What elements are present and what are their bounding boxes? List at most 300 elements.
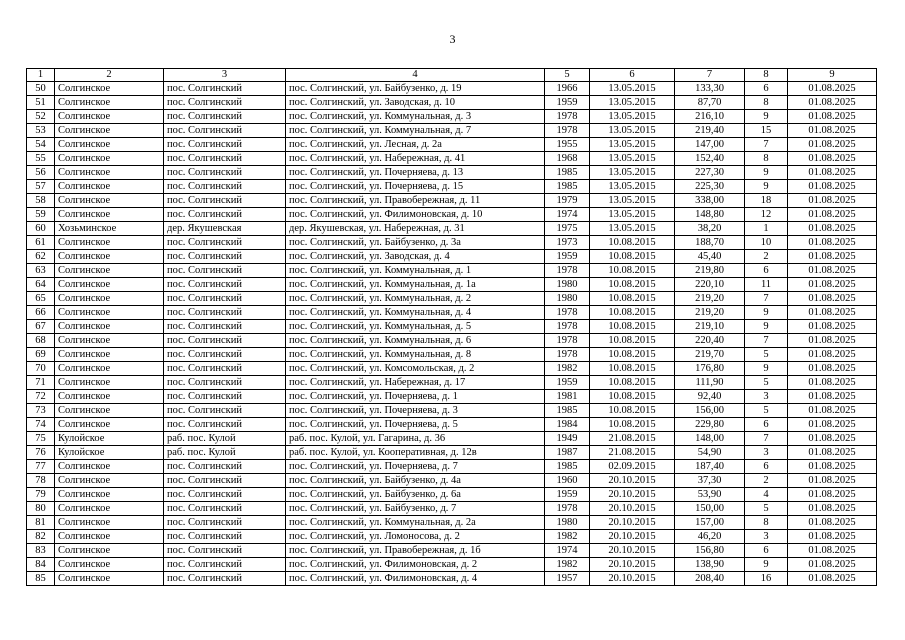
- cell-area: 147,00: [675, 138, 745, 152]
- cell-settlement: Кулойское: [55, 446, 164, 460]
- cell-year-built: 1978: [545, 334, 590, 348]
- cell-address: пос. Солгинский, ул. Набережная, д. 17: [286, 376, 545, 390]
- cell-area: 148,80: [675, 208, 745, 222]
- cell-area: 38,20: [675, 222, 745, 236]
- cell-recognition-date: 13.05.2015: [590, 138, 675, 152]
- cell-locality: пос. Солгинский: [164, 152, 286, 166]
- cell-recognition-date: 20.10.2015: [590, 544, 675, 558]
- cell-area: 156,00: [675, 404, 745, 418]
- table-row: [27, 208, 877, 222]
- table-row: [27, 180, 877, 194]
- cell-residents: 6: [745, 460, 788, 474]
- cell-recognition-date: 13.05.2015: [590, 82, 675, 96]
- cell-settlement: Солгинское: [55, 96, 164, 110]
- cell-deadline: 01.08.2025: [788, 250, 877, 264]
- cell-locality: раб. пос. Кулой: [164, 432, 286, 446]
- cell-row-number: 76: [27, 446, 55, 460]
- table-row: [27, 390, 877, 404]
- cell-residents: 6: [745, 544, 788, 558]
- cell-deadline: 01.08.2025: [788, 82, 877, 96]
- column-header-6: 6: [590, 69, 675, 82]
- cell-settlement: Солгинское: [55, 292, 164, 306]
- cell-locality: пос. Солгинский: [164, 362, 286, 376]
- cell-recognition-date: 10.08.2015: [590, 236, 675, 250]
- cell-residents: 5: [745, 348, 788, 362]
- cell-settlement: Солгинское: [55, 124, 164, 138]
- cell-settlement: Солгинское: [55, 166, 164, 180]
- column-header-3: 3: [164, 69, 286, 82]
- table-row: [27, 558, 877, 572]
- cell-area: 225,30: [675, 180, 745, 194]
- cell-year-built: 1959: [545, 376, 590, 390]
- cell-row-number: 74: [27, 418, 55, 432]
- cell-recognition-date: 10.08.2015: [590, 320, 675, 334]
- cell-deadline: 01.08.2025: [788, 194, 877, 208]
- cell-deadline: 01.08.2025: [788, 362, 877, 376]
- table-row: [27, 110, 877, 124]
- cell-locality: пос. Солгинский: [164, 194, 286, 208]
- table-row: [27, 222, 877, 236]
- cell-recognition-date: 20.10.2015: [590, 474, 675, 488]
- cell-locality: пос. Солгинский: [164, 208, 286, 222]
- cell-locality: пос. Солгинский: [164, 110, 286, 124]
- cell-year-built: 1959: [545, 250, 590, 264]
- cell-row-number: 57: [27, 180, 55, 194]
- table-row: [27, 460, 877, 474]
- cell-area: 46,20: [675, 530, 745, 544]
- cell-residents: 9: [745, 306, 788, 320]
- cell-year-built: 1973: [545, 236, 590, 250]
- table-row: [27, 264, 877, 278]
- cell-recognition-date: 13.05.2015: [590, 194, 675, 208]
- cell-deadline: 01.08.2025: [788, 488, 877, 502]
- cell-row-number: 77: [27, 460, 55, 474]
- cell-address: раб. пос. Кулой, ул. Кооперативная, д. 12в: [286, 446, 545, 460]
- column-header-4: 4: [286, 69, 545, 82]
- cell-area: 92,40: [675, 390, 745, 404]
- cell-locality: пос. Солгинский: [164, 180, 286, 194]
- cell-row-number: 72: [27, 390, 55, 404]
- cell-deadline: 01.08.2025: [788, 110, 877, 124]
- cell-residents: 3: [745, 390, 788, 404]
- cell-year-built: 1985: [545, 460, 590, 474]
- table-row: [27, 474, 877, 488]
- cell-deadline: 01.08.2025: [788, 138, 877, 152]
- table-row: [27, 320, 877, 334]
- table-row: [27, 404, 877, 418]
- cell-deadline: 01.08.2025: [788, 222, 877, 236]
- cell-settlement: Солгинское: [55, 348, 164, 362]
- cell-row-number: 60: [27, 222, 55, 236]
- cell-residents: 5: [745, 502, 788, 516]
- cell-year-built: 1959: [545, 96, 590, 110]
- cell-address: пос. Солгинский, ул. Коммунальная, д. 2а: [286, 516, 545, 530]
- cell-settlement: Солгинское: [55, 236, 164, 250]
- cell-address: пос. Солгинский, ул. Почерняева, д. 13: [286, 166, 545, 180]
- cell-settlement: Солгинское: [55, 530, 164, 544]
- cell-locality: пос. Солгинский: [164, 488, 286, 502]
- cell-locality: пос. Солгинский: [164, 264, 286, 278]
- cell-locality: пос. Солгинский: [164, 376, 286, 390]
- cell-year-built: 1966: [545, 82, 590, 96]
- cell-settlement: Солгинское: [55, 320, 164, 334]
- cell-area: 150,00: [675, 502, 745, 516]
- cell-settlement: Солгинское: [55, 208, 164, 222]
- cell-settlement: Солгинское: [55, 558, 164, 572]
- cell-settlement: Солгинское: [55, 474, 164, 488]
- cell-settlement: Солгинское: [55, 264, 164, 278]
- cell-address: пос. Солгинский, ул. Почерняева, д. 3: [286, 404, 545, 418]
- cell-recognition-date: 10.08.2015: [590, 418, 675, 432]
- cell-year-built: 1982: [545, 558, 590, 572]
- cell-settlement: Солгинское: [55, 306, 164, 320]
- column-header-8: 8: [745, 69, 788, 82]
- cell-row-number: 54: [27, 138, 55, 152]
- cell-settlement: Солгинское: [55, 180, 164, 194]
- cell-row-number: 52: [27, 110, 55, 124]
- cell-settlement: Солгинское: [55, 544, 164, 558]
- cell-residents: 6: [745, 82, 788, 96]
- table-row: [27, 124, 877, 138]
- cell-locality: пос. Солгинский: [164, 558, 286, 572]
- cell-locality: пос. Солгинский: [164, 166, 286, 180]
- cell-address: пос. Солгинский, ул. Заводская, д. 10: [286, 96, 545, 110]
- cell-area: 219,40: [675, 124, 745, 138]
- cell-deadline: 01.08.2025: [788, 320, 877, 334]
- cell-settlement: Солгинское: [55, 516, 164, 530]
- table-row: [27, 334, 877, 348]
- cell-deadline: 01.08.2025: [788, 180, 877, 194]
- cell-recognition-date: 10.08.2015: [590, 306, 675, 320]
- cell-address: пос. Солгинский, ул. Коммунальная, д. 4: [286, 306, 545, 320]
- cell-recognition-date: 13.05.2015: [590, 222, 675, 236]
- table-row: [27, 348, 877, 362]
- cell-address: пос. Солгинский, ул. Набережная, д. 41: [286, 152, 545, 166]
- cell-residents: 10: [745, 236, 788, 250]
- cell-residents: 2: [745, 250, 788, 264]
- cell-recognition-date: 20.10.2015: [590, 558, 675, 572]
- cell-year-built: 1981: [545, 390, 590, 404]
- table-row: [27, 516, 877, 530]
- cell-residents: 11: [745, 278, 788, 292]
- cell-residents: 9: [745, 362, 788, 376]
- cell-area: 219,10: [675, 320, 745, 334]
- cell-deadline: 01.08.2025: [788, 474, 877, 488]
- cell-locality: пос. Солгинский: [164, 474, 286, 488]
- cell-recognition-date: 20.10.2015: [590, 516, 675, 530]
- cell-year-built: 1980: [545, 278, 590, 292]
- cell-locality: пос. Солгинский: [164, 404, 286, 418]
- table-row: [27, 138, 877, 152]
- cell-residents: 3: [745, 446, 788, 460]
- cell-locality: пос. Солгинский: [164, 390, 286, 404]
- cell-deadline: 01.08.2025: [788, 334, 877, 348]
- table-row: [27, 250, 877, 264]
- cell-year-built: 1980: [545, 516, 590, 530]
- cell-year-built: 1978: [545, 502, 590, 516]
- cell-settlement: Солгинское: [55, 194, 164, 208]
- cell-address: пос. Солгинский, ул. Коммунальная, д. 5: [286, 320, 545, 334]
- cell-address: пос. Солгинский, ул. Коммунальная, д. 6: [286, 334, 545, 348]
- cell-settlement: Солгинское: [55, 460, 164, 474]
- cell-residents: 8: [745, 516, 788, 530]
- cell-locality: пос. Солгинский: [164, 82, 286, 96]
- cell-deadline: 01.08.2025: [788, 558, 877, 572]
- cell-settlement: Солгинское: [55, 362, 164, 376]
- cell-locality: пос. Солгинский: [164, 460, 286, 474]
- cell-locality: дер. Якушевская: [164, 222, 286, 236]
- cell-locality: пос. Солгинский: [164, 250, 286, 264]
- column-header-5: 5: [545, 69, 590, 82]
- cell-recognition-date: 20.10.2015: [590, 530, 675, 544]
- cell-residents: 8: [745, 152, 788, 166]
- cell-area: 37,30: [675, 474, 745, 488]
- cell-recognition-date: 10.08.2015: [590, 250, 675, 264]
- cell-deadline: 01.08.2025: [788, 460, 877, 474]
- cell-deadline: 01.08.2025: [788, 208, 877, 222]
- cell-settlement: Солгинское: [55, 376, 164, 390]
- cell-address: пос. Солгинский, ул. Заводская, д. 4: [286, 250, 545, 264]
- cell-locality: пос. Солгинский: [164, 320, 286, 334]
- cell-area: 111,90: [675, 376, 745, 390]
- cell-area: 227,30: [675, 166, 745, 180]
- cell-recognition-date: 10.08.2015: [590, 348, 675, 362]
- table-row: [27, 572, 877, 586]
- cell-deadline: 01.08.2025: [788, 264, 877, 278]
- cell-row-number: 80: [27, 502, 55, 516]
- column-header-1: 1: [27, 69, 55, 82]
- column-header-9: 9: [788, 69, 877, 82]
- cell-area: 157,00: [675, 516, 745, 530]
- housing-registry-table: [26, 68, 877, 586]
- cell-year-built: 1985: [545, 166, 590, 180]
- table-row: [27, 418, 877, 432]
- cell-row-number: 83: [27, 544, 55, 558]
- cell-year-built: 1978: [545, 264, 590, 278]
- cell-settlement: Солгинское: [55, 334, 164, 348]
- cell-row-number: 70: [27, 362, 55, 376]
- cell-settlement: Солгинское: [55, 138, 164, 152]
- cell-residents: 7: [745, 432, 788, 446]
- cell-area: 87,70: [675, 96, 745, 110]
- cell-year-built: 1982: [545, 362, 590, 376]
- cell-recognition-date: 10.08.2015: [590, 264, 675, 278]
- cell-settlement: Солгинское: [55, 82, 164, 96]
- cell-settlement: Солгинское: [55, 572, 164, 586]
- cell-deadline: 01.08.2025: [788, 96, 877, 110]
- cell-deadline: 01.08.2025: [788, 572, 877, 586]
- cell-deadline: 01.08.2025: [788, 390, 877, 404]
- cell-locality: пос. Солгинский: [164, 516, 286, 530]
- cell-locality: пос. Солгинский: [164, 236, 286, 250]
- cell-row-number: 59: [27, 208, 55, 222]
- cell-area: 176,80: [675, 362, 745, 376]
- cell-deadline: 01.08.2025: [788, 404, 877, 418]
- cell-deadline: 01.08.2025: [788, 152, 877, 166]
- cell-recognition-date: 13.05.2015: [590, 166, 675, 180]
- cell-row-number: 65: [27, 292, 55, 306]
- cell-row-number: 62: [27, 250, 55, 264]
- cell-address: пос. Солгинский, ул. Коммунальная, д. 3: [286, 110, 545, 124]
- cell-locality: пос. Солгинский: [164, 96, 286, 110]
- cell-area: 138,90: [675, 558, 745, 572]
- cell-deadline: 01.08.2025: [788, 432, 877, 446]
- cell-year-built: 1955: [545, 138, 590, 152]
- cell-area: 152,40: [675, 152, 745, 166]
- cell-year-built: 1968: [545, 152, 590, 166]
- cell-deadline: 01.08.2025: [788, 544, 877, 558]
- cell-residents: 9: [745, 110, 788, 124]
- cell-settlement: Солгинское: [55, 488, 164, 502]
- cell-locality: пос. Солгинский: [164, 278, 286, 292]
- cell-residents: 12: [745, 208, 788, 222]
- cell-address: пос. Солгинский, ул. Байбузенко, д. 6а: [286, 488, 545, 502]
- cell-deadline: 01.08.2025: [788, 306, 877, 320]
- table-row: [27, 376, 877, 390]
- cell-area: 219,20: [675, 306, 745, 320]
- cell-row-number: 82: [27, 530, 55, 544]
- cell-deadline: 01.08.2025: [788, 516, 877, 530]
- cell-address: пос. Солгинский, ул. Почерняева, д. 5: [286, 418, 545, 432]
- cell-year-built: 1978: [545, 320, 590, 334]
- cell-address: раб. пос. Кулой, ул. Гагарина, д. 36: [286, 432, 545, 446]
- cell-residents: 15: [745, 124, 788, 138]
- cell-address: пос. Солгинский, ул. Коммунальная, д. 2: [286, 292, 545, 306]
- cell-address: пос. Солгинский, ул. Филимоновская, д. 4: [286, 572, 545, 586]
- cell-settlement: Солгинское: [55, 390, 164, 404]
- page-number: 3: [449, 32, 456, 46]
- cell-recognition-date: 21.08.2015: [590, 432, 675, 446]
- cell-area: 220,40: [675, 334, 745, 348]
- cell-year-built: 1974: [545, 544, 590, 558]
- cell-area: 338,00: [675, 194, 745, 208]
- cell-address: пос. Солгинский, ул. Почерняева, д. 15: [286, 180, 545, 194]
- cell-settlement: Хозьминское: [55, 222, 164, 236]
- cell-recognition-date: 20.10.2015: [590, 502, 675, 516]
- cell-deadline: 01.08.2025: [788, 418, 877, 432]
- cell-year-built: 1974: [545, 208, 590, 222]
- cell-residents: 3: [745, 530, 788, 544]
- cell-address: пос. Солгинский, ул. Коммунальная, д. 1: [286, 264, 545, 278]
- cell-locality: пос. Солгинский: [164, 418, 286, 432]
- cell-row-number: 71: [27, 376, 55, 390]
- cell-deadline: 01.08.2025: [788, 278, 877, 292]
- cell-row-number: 68: [27, 334, 55, 348]
- cell-recognition-date: 10.08.2015: [590, 292, 675, 306]
- cell-area: 188,70: [675, 236, 745, 250]
- cell-year-built: 1978: [545, 124, 590, 138]
- cell-year-built: 1978: [545, 110, 590, 124]
- cell-row-number: 84: [27, 558, 55, 572]
- table-body: [27, 82, 877, 586]
- table-row: [27, 544, 877, 558]
- cell-settlement: Солгинское: [55, 152, 164, 166]
- cell-residents: 8: [745, 96, 788, 110]
- cell-deadline: 01.08.2025: [788, 124, 877, 138]
- cell-row-number: 53: [27, 124, 55, 138]
- cell-residents: 7: [745, 138, 788, 152]
- table-row: [27, 166, 877, 180]
- cell-year-built: 1957: [545, 572, 590, 586]
- cell-year-built: 1959: [545, 488, 590, 502]
- cell-recognition-date: 20.10.2015: [590, 488, 675, 502]
- cell-row-number: 85: [27, 572, 55, 586]
- cell-row-number: 78: [27, 474, 55, 488]
- cell-deadline: 01.08.2025: [788, 236, 877, 250]
- cell-area: 53,90: [675, 488, 745, 502]
- cell-year-built: 1985: [545, 180, 590, 194]
- cell-address: пос. Солгинский, ул. Коммунальная, д. 1а: [286, 278, 545, 292]
- cell-recognition-date: 21.08.2015: [590, 446, 675, 460]
- cell-recognition-date: 10.08.2015: [590, 390, 675, 404]
- cell-address: пос. Солгинский, ул. Почерняева, д. 7: [286, 460, 545, 474]
- cell-area: 219,80: [675, 264, 745, 278]
- cell-year-built: 1985: [545, 404, 590, 418]
- cell-recognition-date: 10.08.2015: [590, 334, 675, 348]
- cell-residents: 18: [745, 194, 788, 208]
- cell-area: 45,40: [675, 250, 745, 264]
- cell-year-built: 1979: [545, 194, 590, 208]
- cell-recognition-date: 10.08.2015: [590, 278, 675, 292]
- cell-residents: 1: [745, 222, 788, 236]
- cell-recognition-date: 10.08.2015: [590, 376, 675, 390]
- cell-settlement: Солгинское: [55, 278, 164, 292]
- cell-row-number: 63: [27, 264, 55, 278]
- table-row: [27, 306, 877, 320]
- cell-row-number: 67: [27, 320, 55, 334]
- cell-recognition-date: 20.10.2015: [590, 572, 675, 586]
- cell-row-number: 56: [27, 166, 55, 180]
- table-row: [27, 292, 877, 306]
- column-header-7: 7: [675, 69, 745, 82]
- cell-locality: пос. Солгинский: [164, 572, 286, 586]
- cell-area: 148,00: [675, 432, 745, 446]
- cell-recognition-date: 13.05.2015: [590, 96, 675, 110]
- cell-deadline: 01.08.2025: [788, 292, 877, 306]
- table-row: [27, 194, 877, 208]
- cell-address: пос. Солгинский, ул. Правобережная, д. 1б: [286, 544, 545, 558]
- cell-row-number: 79: [27, 488, 55, 502]
- cell-settlement: Солгинское: [55, 110, 164, 124]
- cell-address: пос. Солгинский, ул. Байбузенко, д. 4а: [286, 474, 545, 488]
- cell-year-built: 1978: [545, 348, 590, 362]
- cell-address: пос. Солгинский, ул. Байбузенко, д. 3а: [286, 236, 545, 250]
- cell-residents: 2: [745, 474, 788, 488]
- cell-year-built: 1987: [545, 446, 590, 460]
- cell-year-built: 1960: [545, 474, 590, 488]
- cell-residents: 9: [745, 166, 788, 180]
- cell-address: пос. Солгинский, ул. Правобережная, д. 11: [286, 194, 545, 208]
- cell-address: пос. Солгинский, ул. Коммунальная, д. 7: [286, 124, 545, 138]
- cell-year-built: 1978: [545, 306, 590, 320]
- cell-recognition-date: 13.05.2015: [590, 180, 675, 194]
- cell-residents: 4: [745, 488, 788, 502]
- cell-locality: пос. Солгинский: [164, 124, 286, 138]
- cell-recognition-date: 10.08.2015: [590, 404, 675, 418]
- cell-residents: 7: [745, 334, 788, 348]
- cell-row-number: 66: [27, 306, 55, 320]
- cell-locality: пос. Солгинский: [164, 334, 286, 348]
- cell-row-number: 55: [27, 152, 55, 166]
- table-row: [27, 278, 877, 292]
- cell-deadline: 01.08.2025: [788, 376, 877, 390]
- column-header-2: 2: [55, 69, 164, 82]
- cell-residents: 5: [745, 404, 788, 418]
- cell-year-built: 1949: [545, 432, 590, 446]
- cell-recognition-date: 13.05.2015: [590, 208, 675, 222]
- table-row: [27, 152, 877, 166]
- cell-recognition-date: 02.09.2015: [590, 460, 675, 474]
